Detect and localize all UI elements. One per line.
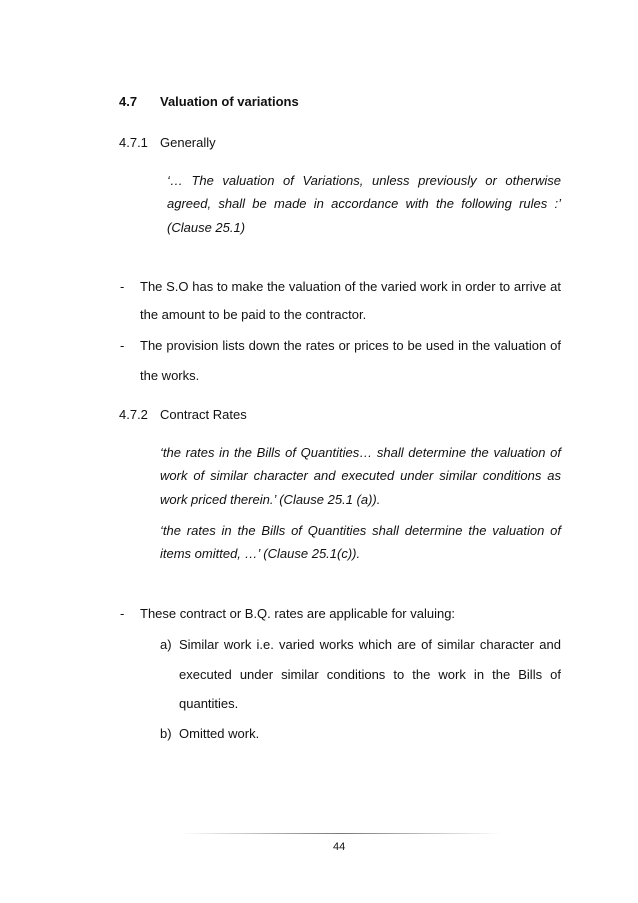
subsection-title: Contract Rates	[160, 407, 247, 422]
page-number: 44	[333, 841, 346, 853]
subsection-title: Generally	[160, 135, 216, 150]
subsection-number: 4.7.2	[119, 407, 148, 422]
bullet-line: The provision lists down the rates or prices to be used in the valuation of	[140, 338, 561, 353]
quote-line: agreed, shall be made in accordance with the following rules :’	[167, 196, 561, 211]
quote-line: ‘the rates in the Bills of Quantities… shall determine the valuation of	[160, 445, 561, 460]
list-item-line: executed under similar conditions to the work in the Bills of	[179, 667, 561, 682]
quote-line: (Clause 25.1)	[167, 220, 246, 235]
quote-line: work of similar character and executed under similar conditions as	[160, 468, 561, 483]
list-item-line: Similar work i.e. varied works which are of similar character and	[179, 637, 561, 652]
quote-line: ‘the rates in the Bills of Quantities shall determine the valuation of	[160, 523, 561, 538]
bullet-line: the amount to be paid to the contractor.	[140, 307, 367, 322]
quote-line: ‘… The valuation of Variations, unless previously or otherwise	[167, 173, 561, 188]
bullet-dash: -	[120, 338, 125, 353]
bullet-dash: -	[120, 279, 125, 294]
section-title: Valuation of variations	[160, 94, 299, 109]
list-item-label: b)	[160, 726, 172, 741]
footer-divider	[180, 833, 502, 834]
quote-line: work priced therein.’ (Clause 25.1 (a)).	[160, 492, 381, 507]
bullet-line: the works.	[140, 368, 200, 383]
quote-line: items omitted, …’ (Clause 25.1(c)).	[160, 546, 361, 561]
list-item-line: Omitted work.	[179, 726, 260, 741]
bullet-dash: -	[120, 606, 125, 621]
section-number: 4.7	[119, 94, 138, 109]
list-item-line: quantities.	[179, 696, 239, 711]
bullet-line: These contract or B.Q. rates are applicable for valuing:	[140, 606, 456, 621]
bullet-line: The S.O has to make the valuation of the varied work in order to arrive at	[140, 279, 561, 294]
list-item-label: a)	[160, 637, 172, 652]
subsection-number: 4.7.1	[119, 135, 148, 150]
